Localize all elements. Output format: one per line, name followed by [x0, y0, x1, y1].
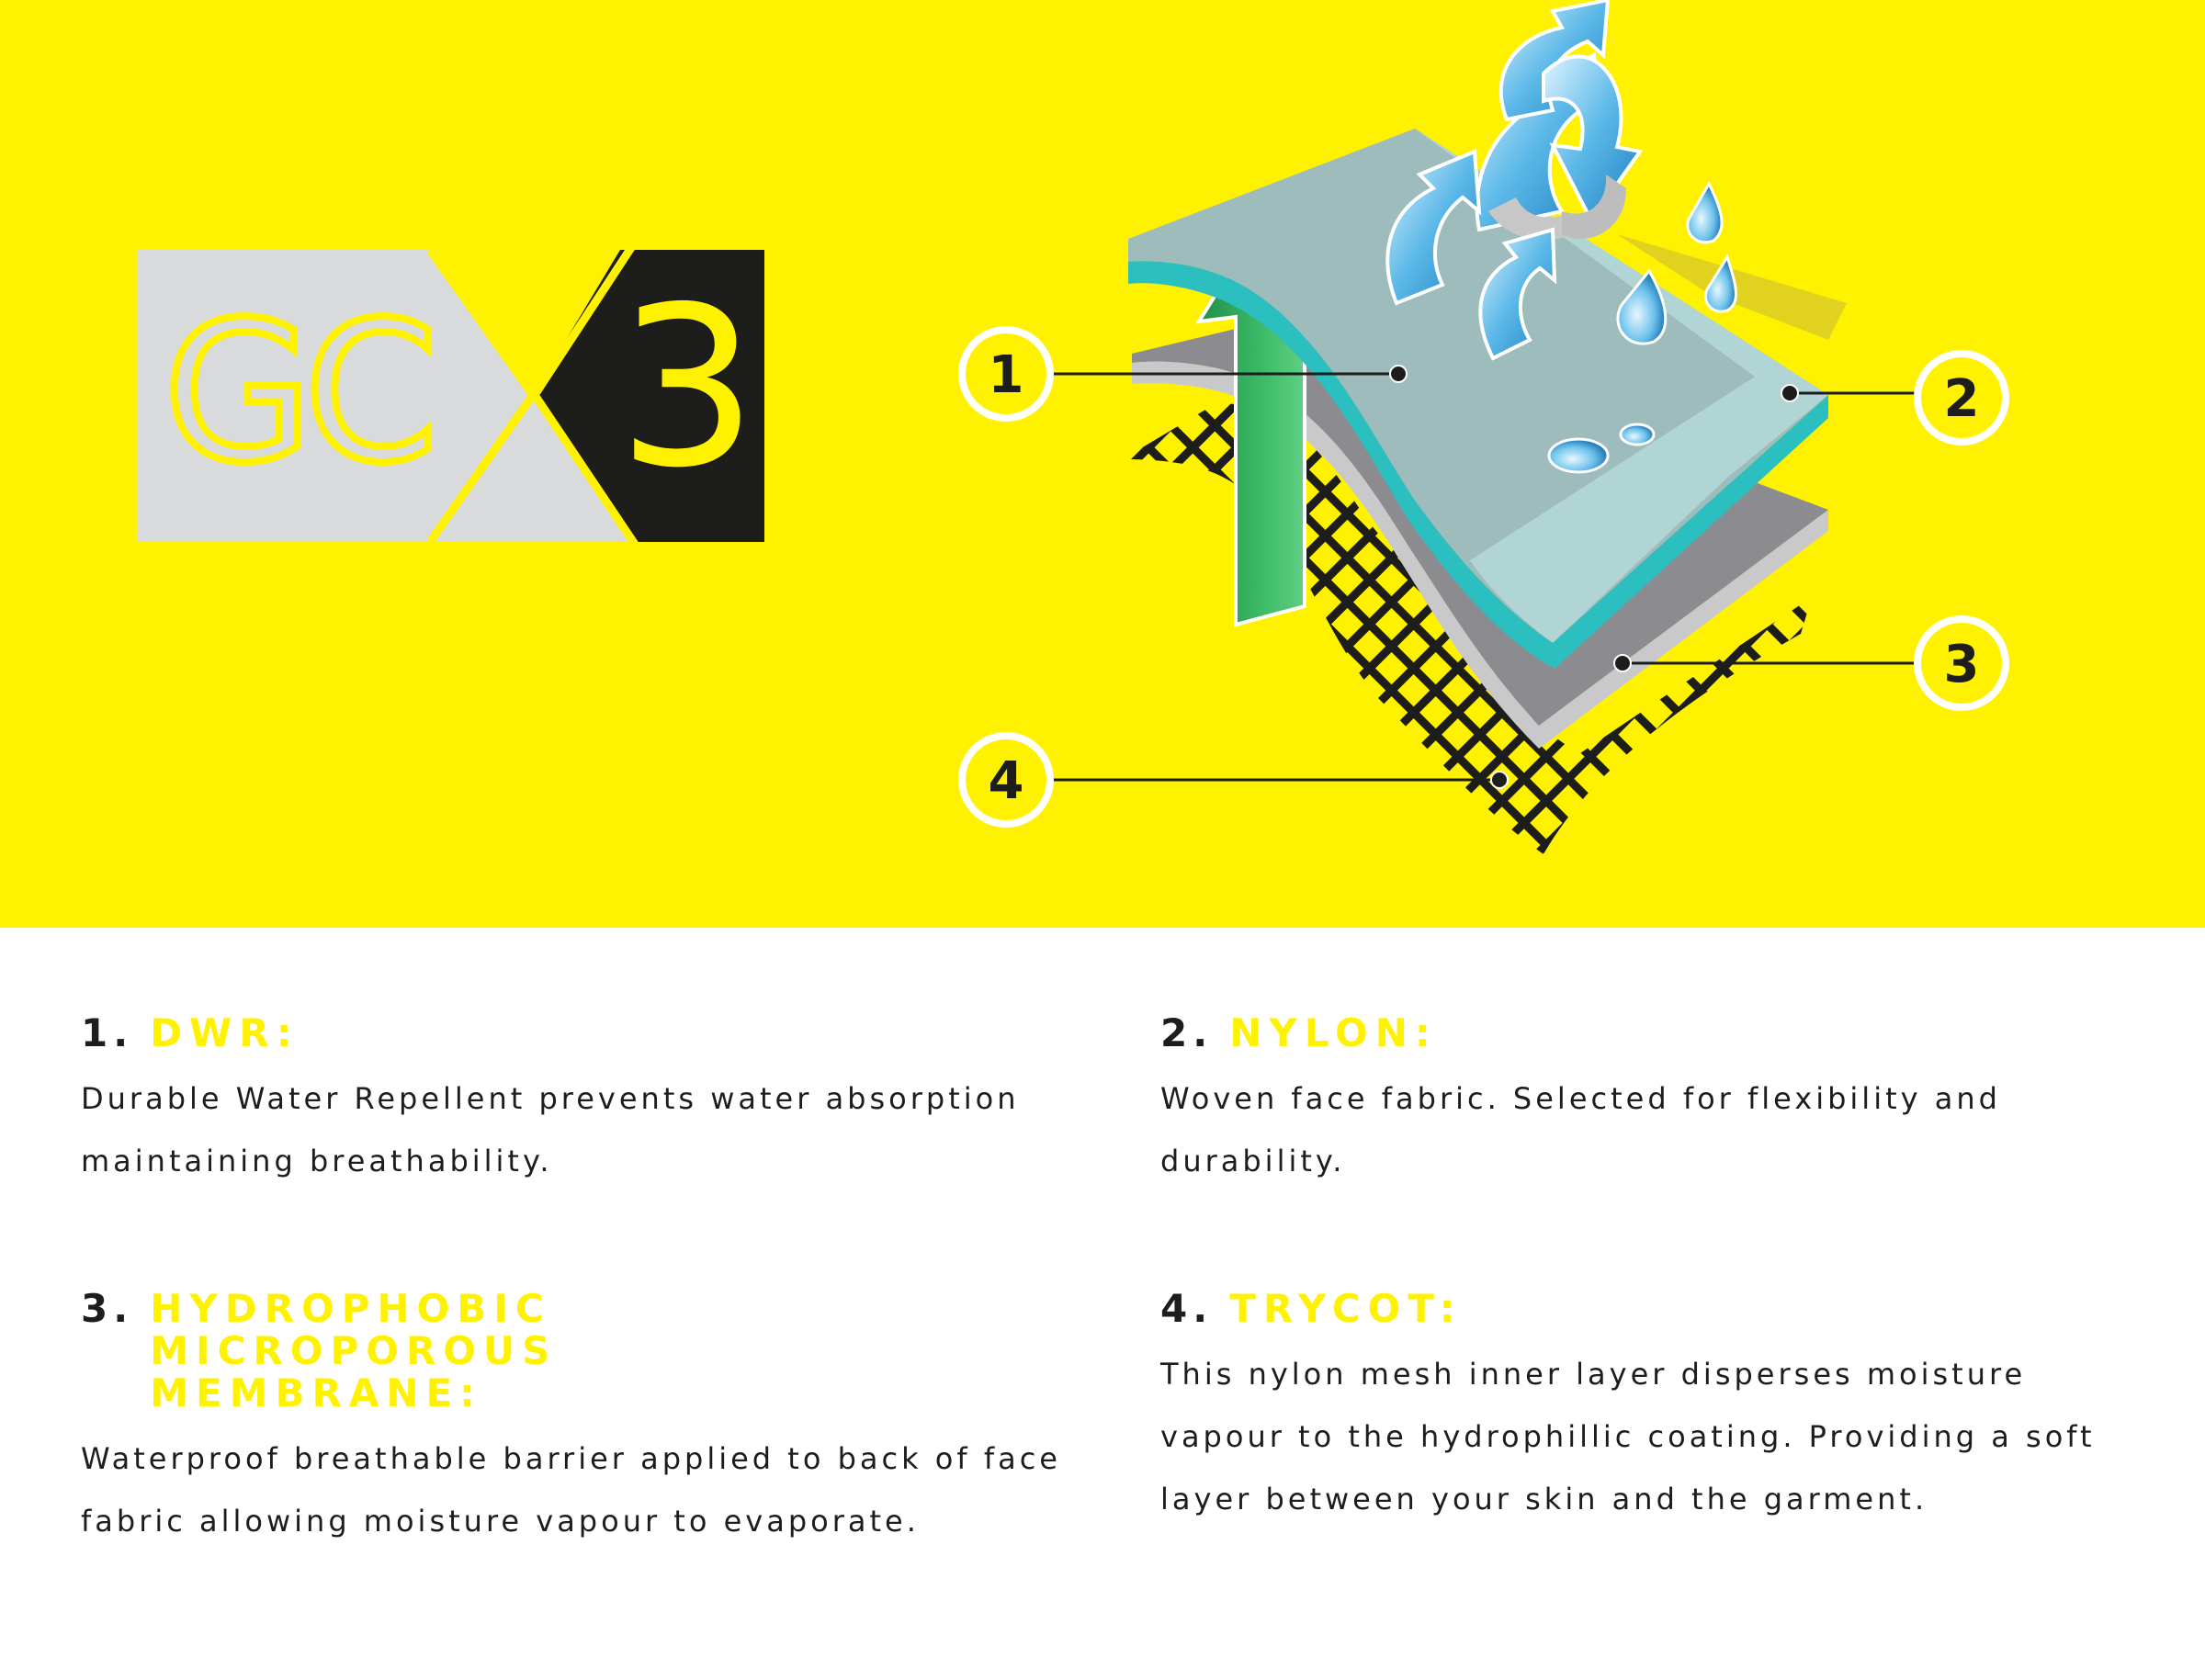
feature-title: NYLON:: [1229, 1010, 1438, 1055]
gcx3-logo: [138, 245, 764, 547]
callout-4: [962, 736, 1508, 824]
feature-nylon: [1160, 1012, 2189, 1192]
feature-title: HYDROPHOBIC MICROPOROUS MEMBRANE:: [150, 1286, 558, 1415]
feature-title: TRYCOT:: [1229, 1286, 1463, 1331]
feature-heading: [81, 1012, 1110, 1054]
callout-number: 4: [988, 751, 1024, 811]
feature-heading: [1160, 1288, 2189, 1330]
feature-description: This nylon mesh inner layer disperses moisture vapour to the hydrophillic coating. Providing a soft layer between your skin and the garment.: [1160, 1357, 2096, 1517]
feature-description: Woven face fabric. Selected for flexibility and durability.: [1160, 1081, 2001, 1178]
feature-number: 4.: [1160, 1286, 1214, 1331]
callout-number: 3: [1943, 635, 1980, 694]
feature-title: DWR:: [150, 1010, 300, 1055]
callout-number: 1: [988, 345, 1024, 405]
feature-heading: [1160, 1012, 2189, 1054]
callout-number: 2: [1943, 369, 1980, 429]
feature-membrane: [81, 1288, 1110, 1552]
logo-number: 3: [617, 259, 758, 516]
feature-description: Waterproof breathable barrier applied to back of face fabric allowing moisture vapour to evaporate.: [81, 1441, 1061, 1539]
feature-trycot: [1160, 1288, 2189, 1530]
feature-number: 3.: [81, 1286, 134, 1331]
feature-number: 1.: [81, 1010, 134, 1055]
feature-heading: [81, 1288, 1110, 1415]
feature-dwr: [81, 1012, 1110, 1192]
logo-letters: GC: [164, 280, 430, 505]
feature-description: Durable Water Repellent prevents water absorption maintaining breathability.: [81, 1081, 1020, 1178]
feature-number: 2.: [1160, 1010, 1214, 1055]
